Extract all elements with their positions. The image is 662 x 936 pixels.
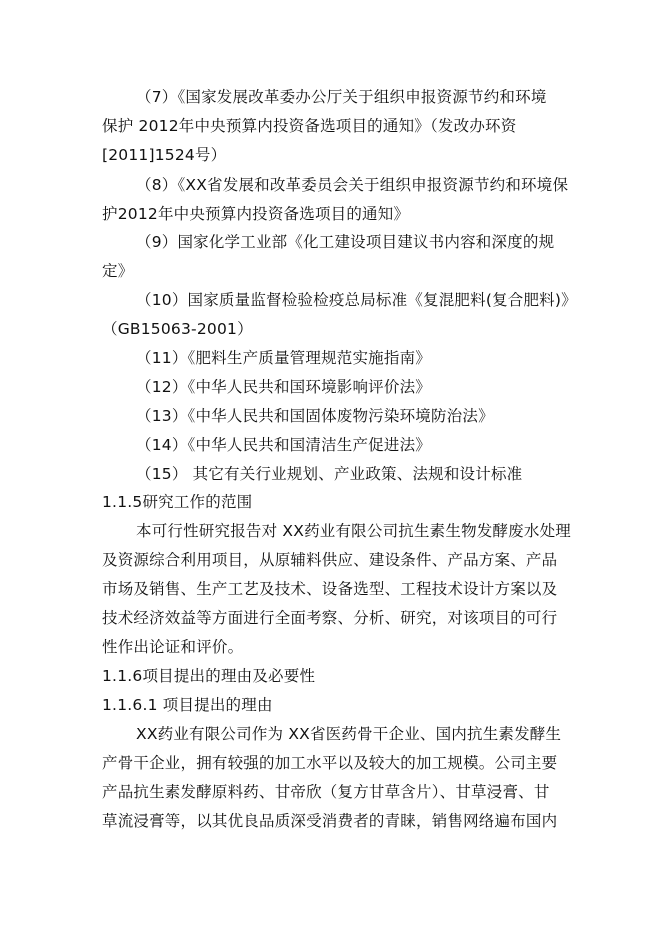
ref-9-line-1: （9）国家化学工业部《化工建设项目建议书内容和深度的规 [136, 233, 555, 251]
section-1-1-6-1-line-4: 草流浸膏等，以其优良品质深受消费者的青睐，销售网络遍布国内 [102, 812, 558, 830]
section-1-1-5-line-3: 市场及销售、生产工艺及技术、设备选型、工程技术设计方案以及 [102, 580, 558, 598]
section-1-1-5-line-5: 性作出论证和评价。 [102, 638, 244, 656]
ref-7-line-2: 保护 2012年中央预算内投资备选项目的通知》（发改办环资 [102, 117, 517, 135]
ref-12: （12）《中华人民共和国环境影响评价法》 [136, 378, 431, 396]
ref-13: （13）《中华人民共和国固体废物污染环境防治法》 [136, 407, 494, 425]
ref-9-line-2: 定》 [102, 262, 134, 280]
section-1-1-6-1-line-2: 产骨干企业，拥有较强的加工水平以及较大的加工规模。公司主要 [102, 754, 558, 772]
section-1-1-5-heading: 1.1.5研究工作的范围 [102, 493, 253, 511]
section-1-1-5-line-2: 及资源综合利用项目，从原辅料供应、建设条件、产品方案、产品 [102, 551, 558, 569]
ref-15: （15） 其它有关行业规划、产业政策、法规和设计标准 [136, 465, 523, 483]
ref-11: （11）《肥料生产质量管理规范实施指南》 [136, 349, 431, 367]
ref-8-line-1: （8）《XX省发展和改革委员会关于组织申报资源节约和环境保 [136, 176, 569, 194]
ref-10-line-2: （GB15063-2001） [102, 320, 253, 338]
ref-10-line-1: （10）国家质量监督检验检疫总局标准《复混肥料(复合肥料)》 [136, 291, 577, 309]
section-1-1-6-1-line-1: XX药业有限公司作为 XX省医药骨干企业、国内抗生素发酵生 [136, 725, 562, 743]
section-1-1-6-1-heading: 1.1.6.1 项目提出的理由 [102, 696, 273, 714]
ref-7-line-1: （7）《国家发展改革委办公厅关于组织申报资源节约和环境 [136, 88, 547, 106]
section-1-1-5-line-1: 本可行性研究报告对 XX药业有限公司抗生素生物发酵废水处理 [136, 522, 571, 540]
section-1-1-6-heading: 1.1.6项目提出的理由及必要性 [102, 667, 316, 685]
ref-14: （14）《中华人民共和国清洁生产促进法》 [136, 436, 431, 454]
ref-8-line-2: 护2012年中央预算内投资备选项目的通知》 [102, 205, 410, 223]
section-1-1-5-line-4: 技术经济效益等方面进行全面考察、分析、研究，对该项目的可行 [102, 609, 558, 627]
section-1-1-6-1-line-3: 产品抗生素发酵原料药、甘帝欣（复方甘草含片）、甘草浸膏、甘 [102, 783, 550, 801]
ref-7-line-3: [2011]1524号） [102, 146, 227, 164]
